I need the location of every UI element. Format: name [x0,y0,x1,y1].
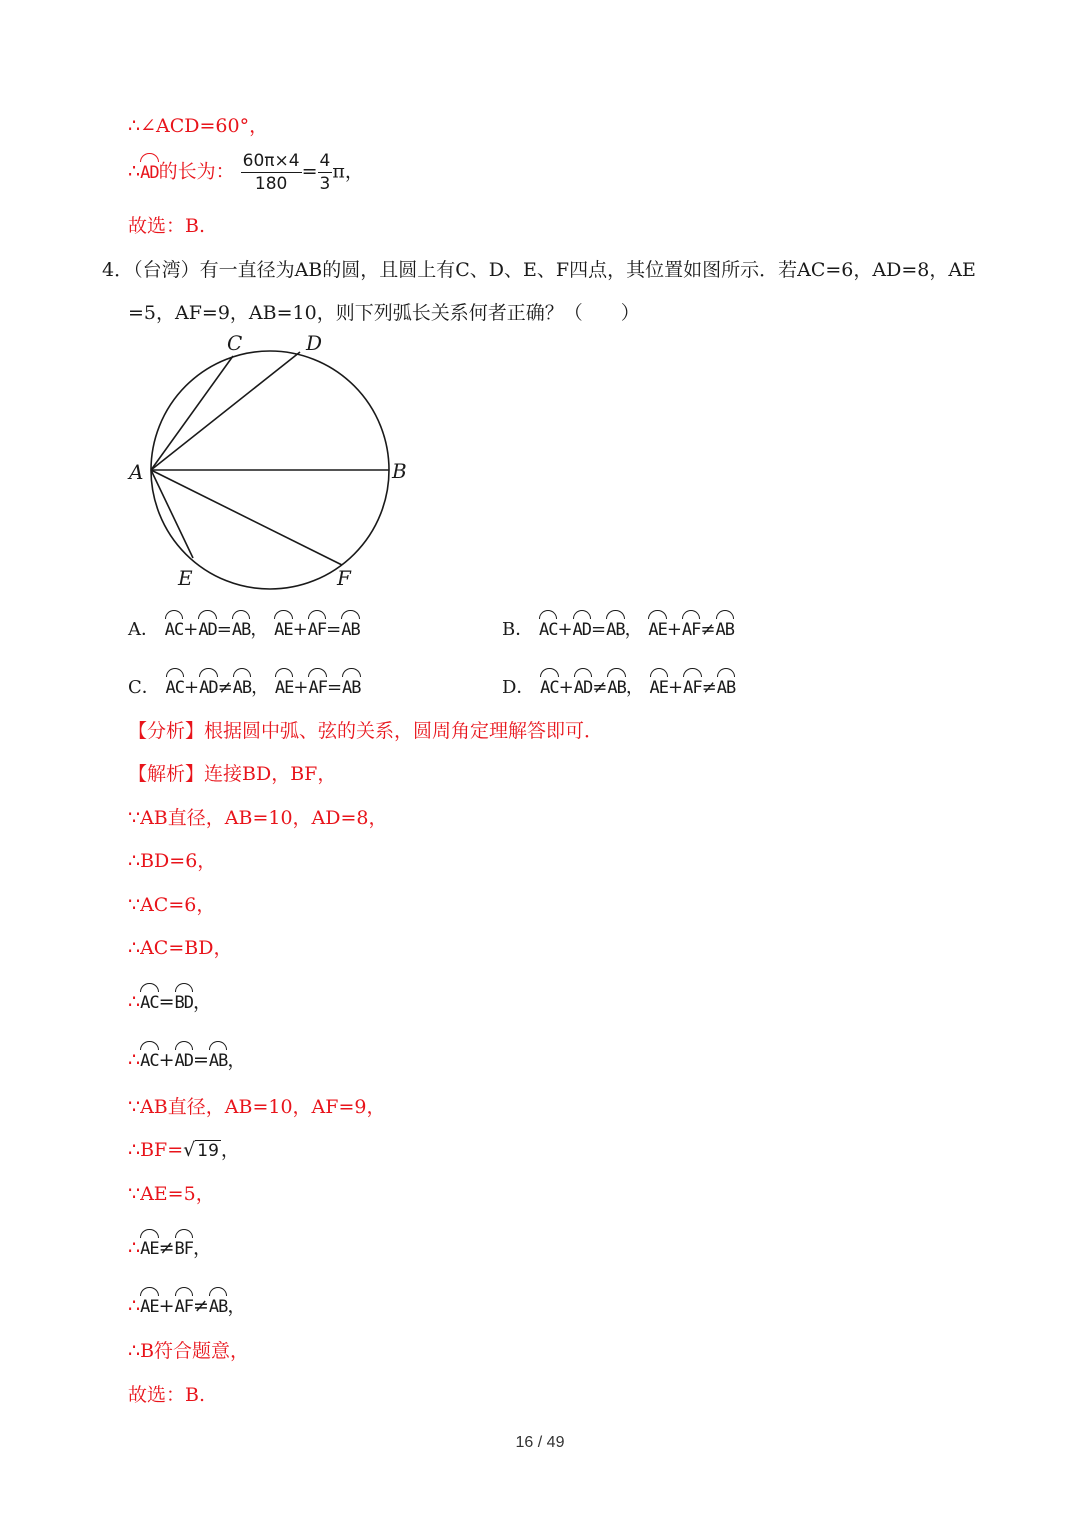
solution-step-9: ∵AE=5， [128,1183,215,1205]
arc: AD [175,1043,193,1074]
solution-step-2: ∴BD=6， [128,850,217,872]
relation: = [591,619,607,640]
arc: AE [275,670,293,701]
arc: AB [341,612,359,643]
arc-length-text: 的长为： [158,160,235,183]
relation: ≠ [701,677,717,698]
relation: ≠ [217,677,233,698]
label-a: A [129,460,144,484]
solution-step-7: ∵AB直径，AB=10，AF=9， [128,1096,386,1118]
arc: AF [308,670,326,701]
solution-answer: 故选：B. [128,1384,206,1406]
punct: ， [192,1237,212,1259]
therefore: ∴ [128,1049,141,1071]
label-e: E [178,566,193,590]
not-equal-sign: ≠ [158,1237,175,1259]
arc-length-prefix: ∴ [128,160,141,183]
arc: AF [683,670,701,701]
arc: AF [308,612,326,643]
chord-ad [151,352,300,470]
solution-step-5 [128,985,212,1016]
arc: AD [198,612,216,643]
plus-sign: + [158,1049,175,1071]
pi-tail: π， [332,160,364,183]
separator: ， [625,677,644,698]
relation: ≠ [700,619,716,640]
arc: AE [648,612,666,643]
not-equal-sign: ≠ [192,1295,209,1317]
fraction-4-over-3 [318,150,333,195]
arc: BD [175,985,193,1016]
arc: AC [539,612,557,643]
arc: AB [606,612,624,643]
arc: BF [175,1231,193,1262]
relation: = [326,619,342,640]
therefore: ∴ [128,1237,141,1259]
label-b: B [392,459,407,483]
arc: AC [166,670,184,701]
therefore: ∴ [128,1295,141,1317]
separator: ， [624,619,643,640]
relation: = [216,619,232,640]
arc: AB [342,670,360,701]
relation: ≠ [592,677,608,698]
arc: AB [716,612,734,643]
bf-equals: ∴BF= [128,1139,184,1161]
fraction-denominator: 180 [254,174,288,194]
punct: ， [227,1295,247,1317]
punct: ， [220,1139,240,1161]
fraction-numerator: 4 [319,151,331,171]
arc-length-line [128,150,364,195]
arc: AC [540,670,558,701]
punct: ， [192,991,212,1013]
arc: AB [607,670,625,701]
option-b[interactable]: B． AC+AD=AB， AE+AF≠AB [502,612,734,643]
solution-step-10 [128,1231,212,1262]
arc: AB [233,670,251,701]
arc: AE [274,612,292,643]
label-d: D [306,331,323,355]
label-f: F [337,566,351,590]
arc-ad: AD [140,155,158,186]
arc: AD [573,612,591,643]
arc: AE [140,1289,158,1320]
prev-answer: 故选：B. [128,215,206,237]
analysis-line: 【分析】根据圆中弧、弦的关系，圆周角定理解答即可． [128,720,604,742]
option-letter: C． [128,677,160,698]
sqrt-sign: √ [183,1139,196,1161]
chord-ae [151,470,193,558]
arc: AC [140,985,158,1016]
arc: AB [717,670,735,701]
arc: AC [165,612,183,643]
punct: ， [227,1049,247,1071]
option-a[interactable]: A． AC+AD=AB， AE+AF=AB [128,612,360,643]
solve-head: 【解析】连接BD，BF， [128,763,337,785]
option-d[interactable]: D． AC+AD≠AB， AE+AF≠AB [502,670,735,701]
arc: AD [574,670,592,701]
arc: AF [682,612,700,643]
arc: AC [140,1043,158,1074]
question-line-2: =5，AF=9，AB=10，则下列弧长关系何者正确？（ ） [128,302,640,324]
solution-step-4: ∴AC=BD， [128,937,233,959]
label-c: C [227,331,243,355]
circle-figure [120,330,420,595]
arc: AB [209,1043,227,1074]
relation: = [326,677,343,698]
fraction-numerator: 60π×4 [242,151,300,171]
arc: AE [650,670,668,701]
equals-sign: = [192,1049,209,1071]
option-letter: D． [502,677,535,698]
option-letter: B． [502,619,534,640]
solution-step-8 [128,1137,240,1163]
angle-acd-line: ∴∠ACD=60°， [128,115,269,137]
arc: AF [175,1289,193,1320]
therefore: ∴ [128,991,141,1013]
page-number: 16 / 49 [515,1434,565,1451]
arc: AB [232,612,250,643]
fraction-60pi-4-over-180 [241,150,302,195]
separator: ， [251,677,270,698]
equals-sign: = [301,160,318,183]
question-line-1: 4．（台湾）有一直径为AB的圆，且圆上有C、D、E、F四点，其位置如图所示．若AC=6，AD=8，AE [102,259,976,281]
equals-sign: = [158,991,175,1013]
arc: AB [209,1289,227,1320]
arc: AD [199,670,217,701]
option-c[interactable]: C． AC+AD≠AB， AE+AF=AB [128,670,361,701]
fraction-denominator: 3 [319,174,331,194]
solution-step-11 [128,1289,246,1320]
chord-af [151,470,342,565]
arc: AE [140,1231,158,1262]
separator: ， [250,619,269,640]
solution-step-1: ∵AB直径，AB=10，AD=8， [128,807,388,829]
chord-ac [151,356,233,470]
solution-step-3: ∵AC=6， [128,894,216,916]
option-letter: A． [128,619,159,640]
plus-sign: + [158,1295,175,1317]
radicand: 19 [197,1141,219,1161]
solution-step-12: ∴B符合题意， [128,1340,250,1362]
solution-step-6 [128,1043,246,1074]
